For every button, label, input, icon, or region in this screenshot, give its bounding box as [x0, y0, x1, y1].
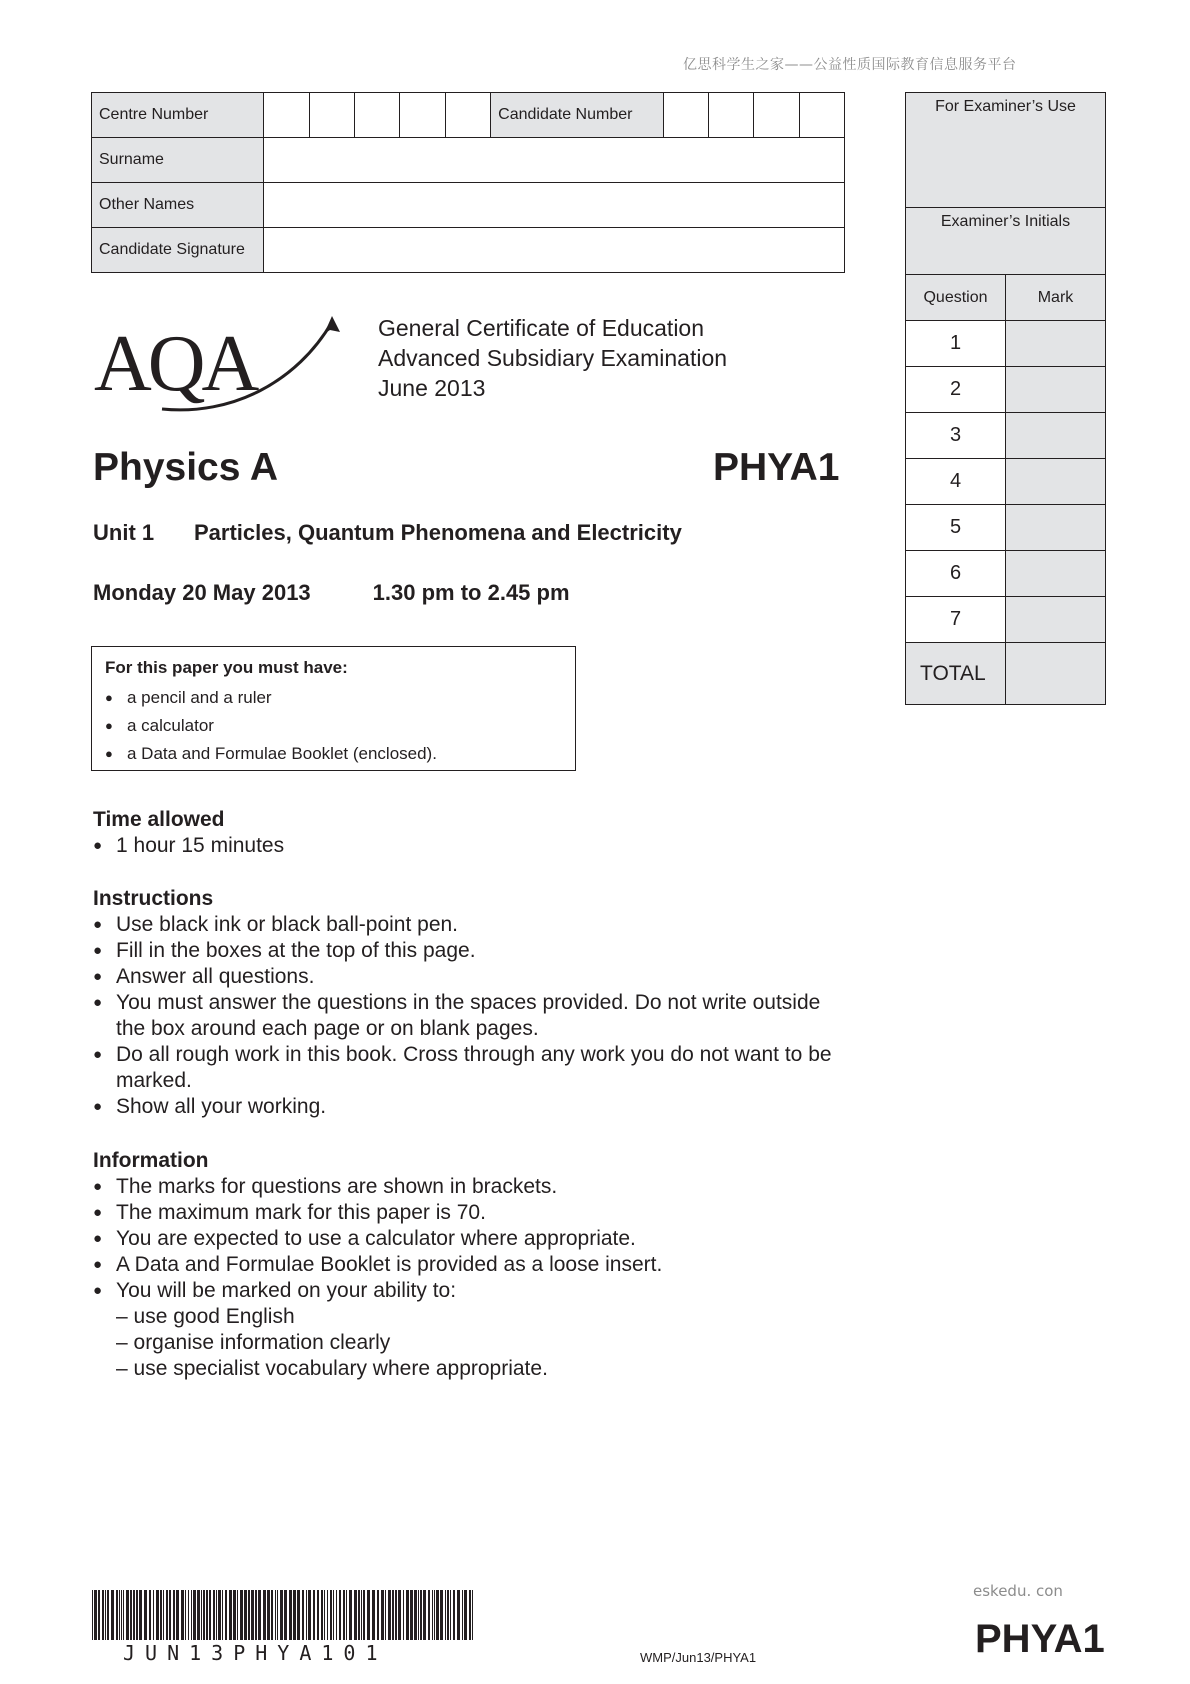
question-number: 5: [906, 505, 1006, 551]
instruction-item: ● Do all rough work in this book. Cross through any work you do not want to be marked.: [93, 1042, 853, 1094]
materials-item: ● a Data and Formulae Booklet (enclosed).: [105, 740, 575, 768]
centre-number-box[interactable]: [309, 93, 354, 138]
instruction-item: ● Answer all questions.: [93, 964, 853, 990]
materials-item: ● a pencil and a ruler: [105, 684, 575, 712]
exam-day: Monday 20 May 2013: [93, 580, 311, 605]
barcode: [92, 1590, 476, 1640]
materials-item: ● a calculator: [105, 712, 575, 740]
aqa-logo: [92, 312, 347, 412]
centre-number-box[interactable]: [445, 93, 490, 138]
surname-label: Surname: [92, 138, 264, 183]
candidate-number-label: Candidate Number: [491, 93, 663, 138]
other-names-field[interactable]: [264, 183, 845, 228]
information-heading: Information: [93, 1149, 209, 1172]
unit-name: Particles, Quantum Phenomena and Electricity: [194, 520, 682, 545]
examiner-use-heading: For Examiner’s Use: [906, 93, 1106, 208]
centre-number-box[interactable]: [400, 93, 445, 138]
signature-label: Candidate Signature: [92, 228, 264, 273]
candidate-number-box[interactable]: [754, 93, 799, 138]
question-number: 3: [906, 413, 1006, 459]
mark-cell[interactable]: [1006, 551, 1106, 597]
barcode-text: JUN13PHYA101: [123, 1641, 388, 1665]
information-item: ● You are expected to use a calculator where appropriate.: [93, 1226, 853, 1252]
mark-cell[interactable]: [1006, 413, 1106, 459]
instructions-heading: Instructions: [93, 887, 214, 910]
unit-heading: [93, 520, 682, 546]
instruction-item: ● You must answer the questions in the spaces provided. Do not write outside the box around each page or on blank pages.: [93, 990, 853, 1042]
question-number: 1: [906, 321, 1006, 367]
paper-code: PHYA1: [713, 446, 840, 489]
centre-number-label: Centre Number: [92, 93, 264, 138]
time-allowed-heading: Time allowed: [93, 808, 225, 831]
information-item: ● A Data and Formulae Booklet is provided as a loose insert.: [93, 1252, 853, 1278]
time-allowed-item: ● 1 hour 15 minutes: [93, 833, 853, 859]
total-label: TOTAL: [906, 643, 1006, 705]
information-section: [93, 1148, 853, 1382]
exam-date: [93, 580, 570, 606]
instruction-item: ● Use black ink or black ball-point pen.: [93, 912, 853, 938]
watermark-text: 亿思科学生之家——公益性质国际教育信息服务平台: [683, 57, 1017, 73]
materials-heading: For this paper you must have:: [105, 658, 348, 677]
information-subitem: – use good English: [116, 1305, 295, 1328]
question-number: 2: [906, 367, 1006, 413]
information-item: ● The maximum mark for this paper is 70.: [93, 1200, 853, 1226]
mark-cell[interactable]: [1006, 505, 1106, 551]
signature-field[interactable]: [264, 228, 845, 273]
surname-field[interactable]: [264, 138, 845, 183]
question-number: 6: [906, 551, 1006, 597]
materials-box: [91, 646, 576, 771]
total-mark-cell[interactable]: [1006, 643, 1106, 705]
mark-cell[interactable]: [1006, 459, 1106, 505]
exam-board-info: [378, 313, 727, 403]
board-line: General Certificate of Education: [378, 315, 705, 341]
board-line: June 2013: [378, 375, 486, 401]
exam-time: 1.30 pm to 2.45 pm: [372, 580, 570, 605]
examiner-initials-label: Examiner’s Initials: [906, 208, 1106, 275]
aqa-logo-text: AQA: [94, 320, 256, 408]
question-number: 4: [906, 459, 1006, 505]
centre-number-box[interactable]: [264, 93, 309, 138]
information-item: ● The marks for questions are shown in brackets.: [93, 1174, 853, 1200]
information-item: ● You will be marked on your ability to:: [93, 1278, 853, 1304]
footer-paper-code: PHYA1: [975, 1617, 1105, 1661]
other-names-label: Other Names: [92, 183, 264, 228]
instruction-item: ● Show all your working.: [93, 1094, 853, 1120]
time-allowed-section: [93, 807, 853, 859]
question-number: 7: [906, 597, 1006, 643]
candidate-number-box[interactable]: [708, 93, 753, 138]
question-column-header: Question: [906, 275, 1006, 321]
site-watermark: eskedu. con: [973, 1582, 1063, 1600]
reference-code: WMP/Jun13/PHYA1: [640, 1650, 757, 1665]
mark-column-header: Mark: [1006, 275, 1106, 321]
mark-cell[interactable]: [1006, 321, 1106, 367]
candidate-number-box[interactable]: [799, 93, 844, 138]
mark-cell[interactable]: [1006, 597, 1106, 643]
centre-number-box[interactable]: [355, 93, 400, 138]
candidate-details-table: [91, 92, 845, 273]
examiner-use-table: [905, 92, 1106, 705]
mark-cell[interactable]: [1006, 367, 1106, 413]
unit-number: Unit 1: [93, 520, 155, 545]
instruction-item: ● Fill in the boxes at the top of this page.: [93, 938, 853, 964]
information-subitem: – organise information clearly: [116, 1331, 391, 1354]
candidate-number-box[interactable]: [663, 93, 708, 138]
information-subitem: – use specialist vocabulary where appropriate.: [116, 1357, 548, 1380]
board-line: Advanced Subsidiary Examination: [378, 345, 728, 371]
instructions-section: [93, 886, 853, 1120]
paper-title: Physics A: [93, 446, 278, 489]
